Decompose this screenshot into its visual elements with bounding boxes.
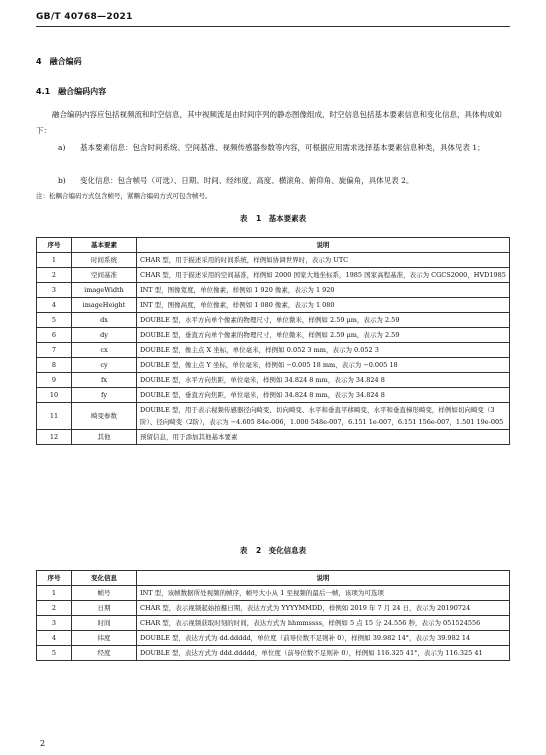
table-row <box>37 631 510 646</box>
element-name-cell: 经度 <box>72 646 137 661</box>
element-name-cell: 纬度 <box>72 631 137 646</box>
column-header: 序号 <box>37 238 72 253</box>
row-number-cell: 10 <box>37 388 72 403</box>
page-number: 2 <box>40 739 46 748</box>
element-name-cell: dy <box>72 328 137 343</box>
element-name-cell: 畸变参数 <box>72 403 137 430</box>
section-heading: 4 融合编码 <box>36 57 82 66</box>
element-name-cell: 帧号 <box>72 586 137 601</box>
description-cell: DOUBLE 型，垂直方向焦距，单位毫米，样例如 34.824 8 mm，表示为 34.824 8 <box>137 388 510 403</box>
table-row <box>37 403 510 430</box>
description-cell: CHAR 型，用于描述采用的空间基准，样例如 2000 国家大地坐标系，1985 国家高程基准，表示为 CGCS2000，HVD1985 <box>137 268 510 283</box>
column-header: 说明 <box>137 571 510 586</box>
table1-caption: 表 1 基本要素表 <box>239 214 307 223</box>
table-row <box>37 253 510 268</box>
list-item-text: 基本要素信息：包含时间系统、空间基准、视频传感器参数等内容，可根据应用需求选择基本要素信息种类，具体见表 1； <box>80 143 485 152</box>
list-item-text: 变化信息：包含帧号（可选）、日期、时间、经纬度、高度、横滚角、俯仰角、旋偏角，具体见表 2。 <box>80 176 414 185</box>
row-number-cell: 1 <box>37 586 72 601</box>
description-cell: DOUBLE 型，用于表示视频传感器径向畸变、切向畸变、水平和垂直平移畸变、水平和垂直梯形畸变，样例如切向畸变（3阶）、径向畸变（2阶），表示为 −4.605 84e-006，1.000 548e-007，6.151 1e-007，6.151 156e-007，1.501 19e-005 <box>137 403 510 430</box>
change-info-table <box>36 570 510 661</box>
standard-code: GB/T 40768—2021 <box>36 12 133 22</box>
row-number-cell: 3 <box>37 616 72 631</box>
basic-elements-table <box>36 237 510 445</box>
description-cell: DOUBLE 型，垂直方向单个像素的物理尺寸，单位微米，样例如 2.59 μm，表示为 2.59 <box>137 328 510 343</box>
description-cell: DOUBLE 型，像主点 X 坐标，单位毫米，样例如 0.052 3 mm，表示为 0.052 3 <box>137 343 510 358</box>
description-cell: INT 型，图像高度，单位像素，样例如 1 080 像素，表示为 1 080 <box>137 298 510 313</box>
table-row <box>37 358 510 373</box>
table2-caption: 表 2 变化信息表 <box>239 546 307 555</box>
column-header: 变化信息 <box>72 571 137 586</box>
subsection-heading: 4.1 融合编码内容 <box>36 87 107 96</box>
description-cell: INT 型，图像宽度，单位像素，样例如 1 920 像素，表示为 1 920 <box>137 283 510 298</box>
row-number-cell: 11 <box>37 403 72 430</box>
table-row <box>37 646 510 661</box>
table-row <box>37 601 510 616</box>
table-row <box>37 268 510 283</box>
description-cell: CHAR 型，用于描述采用的时间系统，样例如协调世界时，表示为 UTC <box>137 253 510 268</box>
table-row <box>37 328 510 343</box>
note: 注：松耦合编码方式包含帧号，紧耦合编码方式可包含帧号。 <box>36 192 212 200</box>
table-row <box>37 283 510 298</box>
row-number-cell: 3 <box>37 283 72 298</box>
row-number-cell: 4 <box>37 298 72 313</box>
column-header: 序号 <box>37 571 72 586</box>
description-cell: DOUBLE 型，表达方式为 ddd.ddddd，单位度（前导位数不足则补 0），样例如 116.325 41°，表示为 116.325 41 <box>137 646 510 661</box>
element-name-cell: dx <box>72 313 137 328</box>
column-header: 基本要素 <box>72 238 137 253</box>
description-cell: DOUBLE 型，水平方向单个像素的物理尺寸，单位微米，样例如 2.59 μm，表示为 2.59 <box>137 313 510 328</box>
table-header-row <box>37 571 510 586</box>
row-number-cell: 1 <box>37 253 72 268</box>
description-cell: INT 型，该帧数据所处视频的帧序，帧号大小从 1 至视频的最后一帧，该项为可选项 <box>137 586 510 601</box>
description-cell: CHAR 型，表示视频获取时刻的时间，表达方式为 hhmmssss，样例如 5 点 15 分 24.556 秒，表示为 051524556 <box>137 616 510 631</box>
table-row <box>37 430 510 445</box>
element-name-cell: cy <box>72 358 137 373</box>
element-name-cell: 空间基准 <box>72 268 137 283</box>
description-cell: CHAR 型，表示视频起始拍摄日期，表达方式为 YYYYMMDD，样例如 2019 年 7 月 24 日，表示为 20190724 <box>137 601 510 616</box>
description-cell: DOUBLE 型，水平方向焦距，单位毫米，样例如 34.824 8 mm，表示为 34.824 8 <box>137 373 510 388</box>
intro-paragraph: 融合编码内容应包括视频流和时空信息，其中视频流是由时间序列的静态图像组成，时空信息包括基本要素信息和变化信息，具体构成如下： <box>36 110 502 135</box>
element-name-cell: imageHeight <box>72 298 137 313</box>
element-name-cell: 其他 <box>72 430 137 445</box>
element-name-cell: 时间系统 <box>72 253 137 268</box>
row-number-cell: 12 <box>37 430 72 445</box>
table-row <box>37 586 510 601</box>
row-number-cell: 9 <box>37 373 72 388</box>
table-row <box>37 388 510 403</box>
list-marker: a) <box>58 143 66 152</box>
table-row <box>37 313 510 328</box>
row-number-cell: 5 <box>37 646 72 661</box>
row-number-cell: 6 <box>37 328 72 343</box>
list-marker: b) <box>58 176 66 185</box>
row-number-cell: 4 <box>37 631 72 646</box>
element-name-cell: fy <box>72 388 137 403</box>
element-name-cell: imageWidth <box>72 283 137 298</box>
table-header-row <box>37 238 510 253</box>
element-name-cell: 日期 <box>72 601 137 616</box>
table-row <box>37 298 510 313</box>
element-name-cell: 时间 <box>72 616 137 631</box>
element-name-cell: fx <box>72 373 137 388</box>
table-row <box>37 373 510 388</box>
description-cell: 预留信息，用于添加其他基本要素 <box>137 430 510 445</box>
table-row <box>37 343 510 358</box>
header-divider <box>36 26 510 27</box>
element-name-cell: cx <box>72 343 137 358</box>
table-row <box>37 616 510 631</box>
column-header: 说明 <box>137 238 510 253</box>
row-number-cell: 2 <box>37 268 72 283</box>
row-number-cell: 2 <box>37 601 72 616</box>
description-cell: DOUBLE 型，像主点 Y 坐标，单位毫米，样例如 −0.005 18 mm，表示为 −0.005 18 <box>137 358 510 373</box>
row-number-cell: 8 <box>37 358 72 373</box>
row-number-cell: 7 <box>37 343 72 358</box>
description-cell: DOUBLE 型，表达方式为 dd.ddddd，单位度（前导位数不足则补 0），样例如 39.982 14°，表示为 39.982 14 <box>137 631 510 646</box>
row-number-cell: 5 <box>37 313 72 328</box>
